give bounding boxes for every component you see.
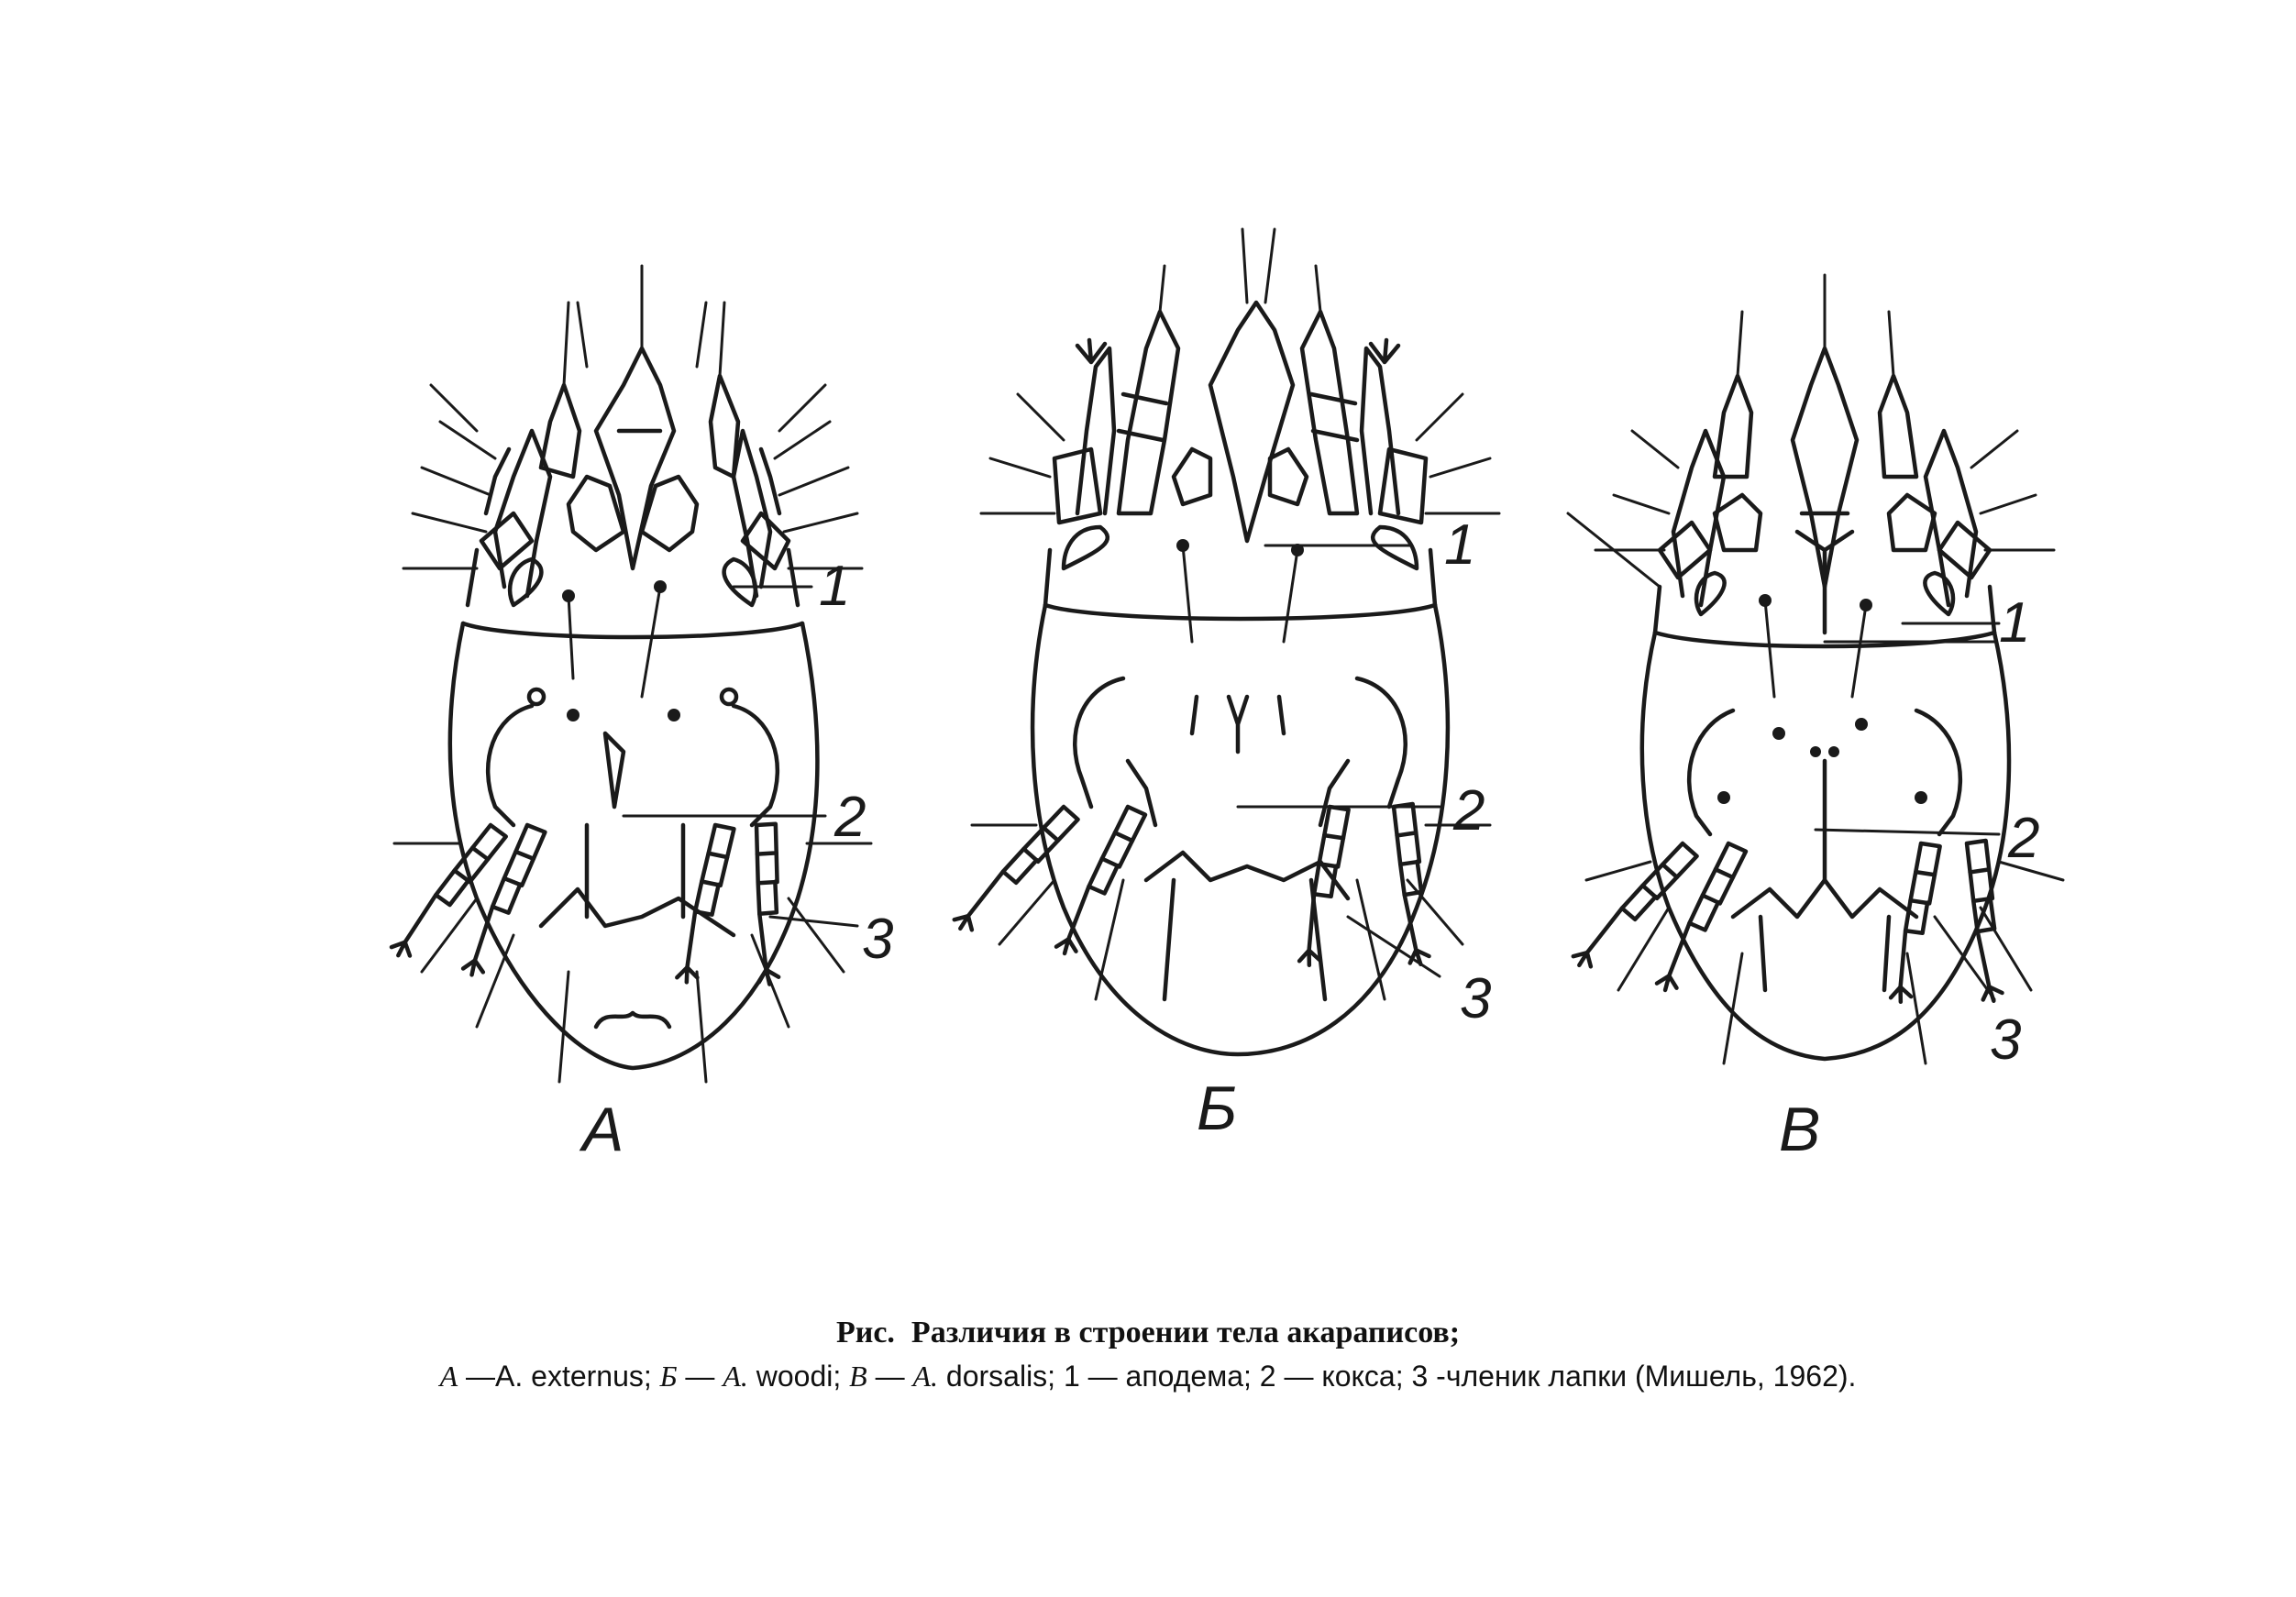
- legend-parts: 1 — аподема; 2 — кокса; 3 -членик лапки (Мишель, 1962).: [1063, 1360, 1857, 1393]
- legend-letter-v: В: [849, 1360, 867, 1393]
- legend-letter-b: Б: [659, 1360, 678, 1393]
- legend-letter-a: А: [439, 1360, 458, 1393]
- panel-label-b: Б: [1197, 1074, 1238, 1143]
- callout-1-b: 1: [1444, 513, 1476, 577]
- legend-genus-b: A.: [723, 1360, 748, 1393]
- callout-1-v: 1: [1999, 591, 2031, 655]
- callout-2-a: 2: [834, 786, 867, 849]
- mite-drawing-b: [952, 229, 1499, 1143]
- caption-legend: [0, 1355, 2296, 1397]
- callout-2-b: 2: [1453, 779, 1485, 843]
- callout-2-v: 2: [2008, 807, 2040, 870]
- callout-3-v: 3: [1990, 1008, 2022, 1072]
- callout-1-a: 1: [819, 555, 851, 618]
- legend-species-b: woodi;: [747, 1360, 842, 1393]
- caption-title: [0, 1311, 2296, 1355]
- mite-drawing-v: [1568, 275, 2063, 1164]
- legend-species-a: A. externus;: [495, 1360, 652, 1393]
- callout-3-a: 3: [862, 908, 894, 971]
- figure-title: Различия в строении тела акараписов;: [911, 1316, 1461, 1349]
- legend-genus-v: A.: [912, 1360, 939, 1393]
- legend-species-v: dorsalis;: [938, 1360, 1056, 1393]
- mite-drawing-a: [390, 266, 894, 1164]
- legend-sep-v: —: [867, 1360, 913, 1393]
- callout-3-b: 3: [1460, 967, 1492, 1030]
- figure-caption: [0, 1311, 2296, 1397]
- legend-sep-a: —: [458, 1360, 496, 1393]
- legend-sep-b: —: [677, 1360, 723, 1393]
- panel-label-a: А: [582, 1095, 624, 1164]
- panel-label-v: В: [1779, 1095, 1821, 1164]
- figure-label: Рис.: [835, 1316, 895, 1349]
